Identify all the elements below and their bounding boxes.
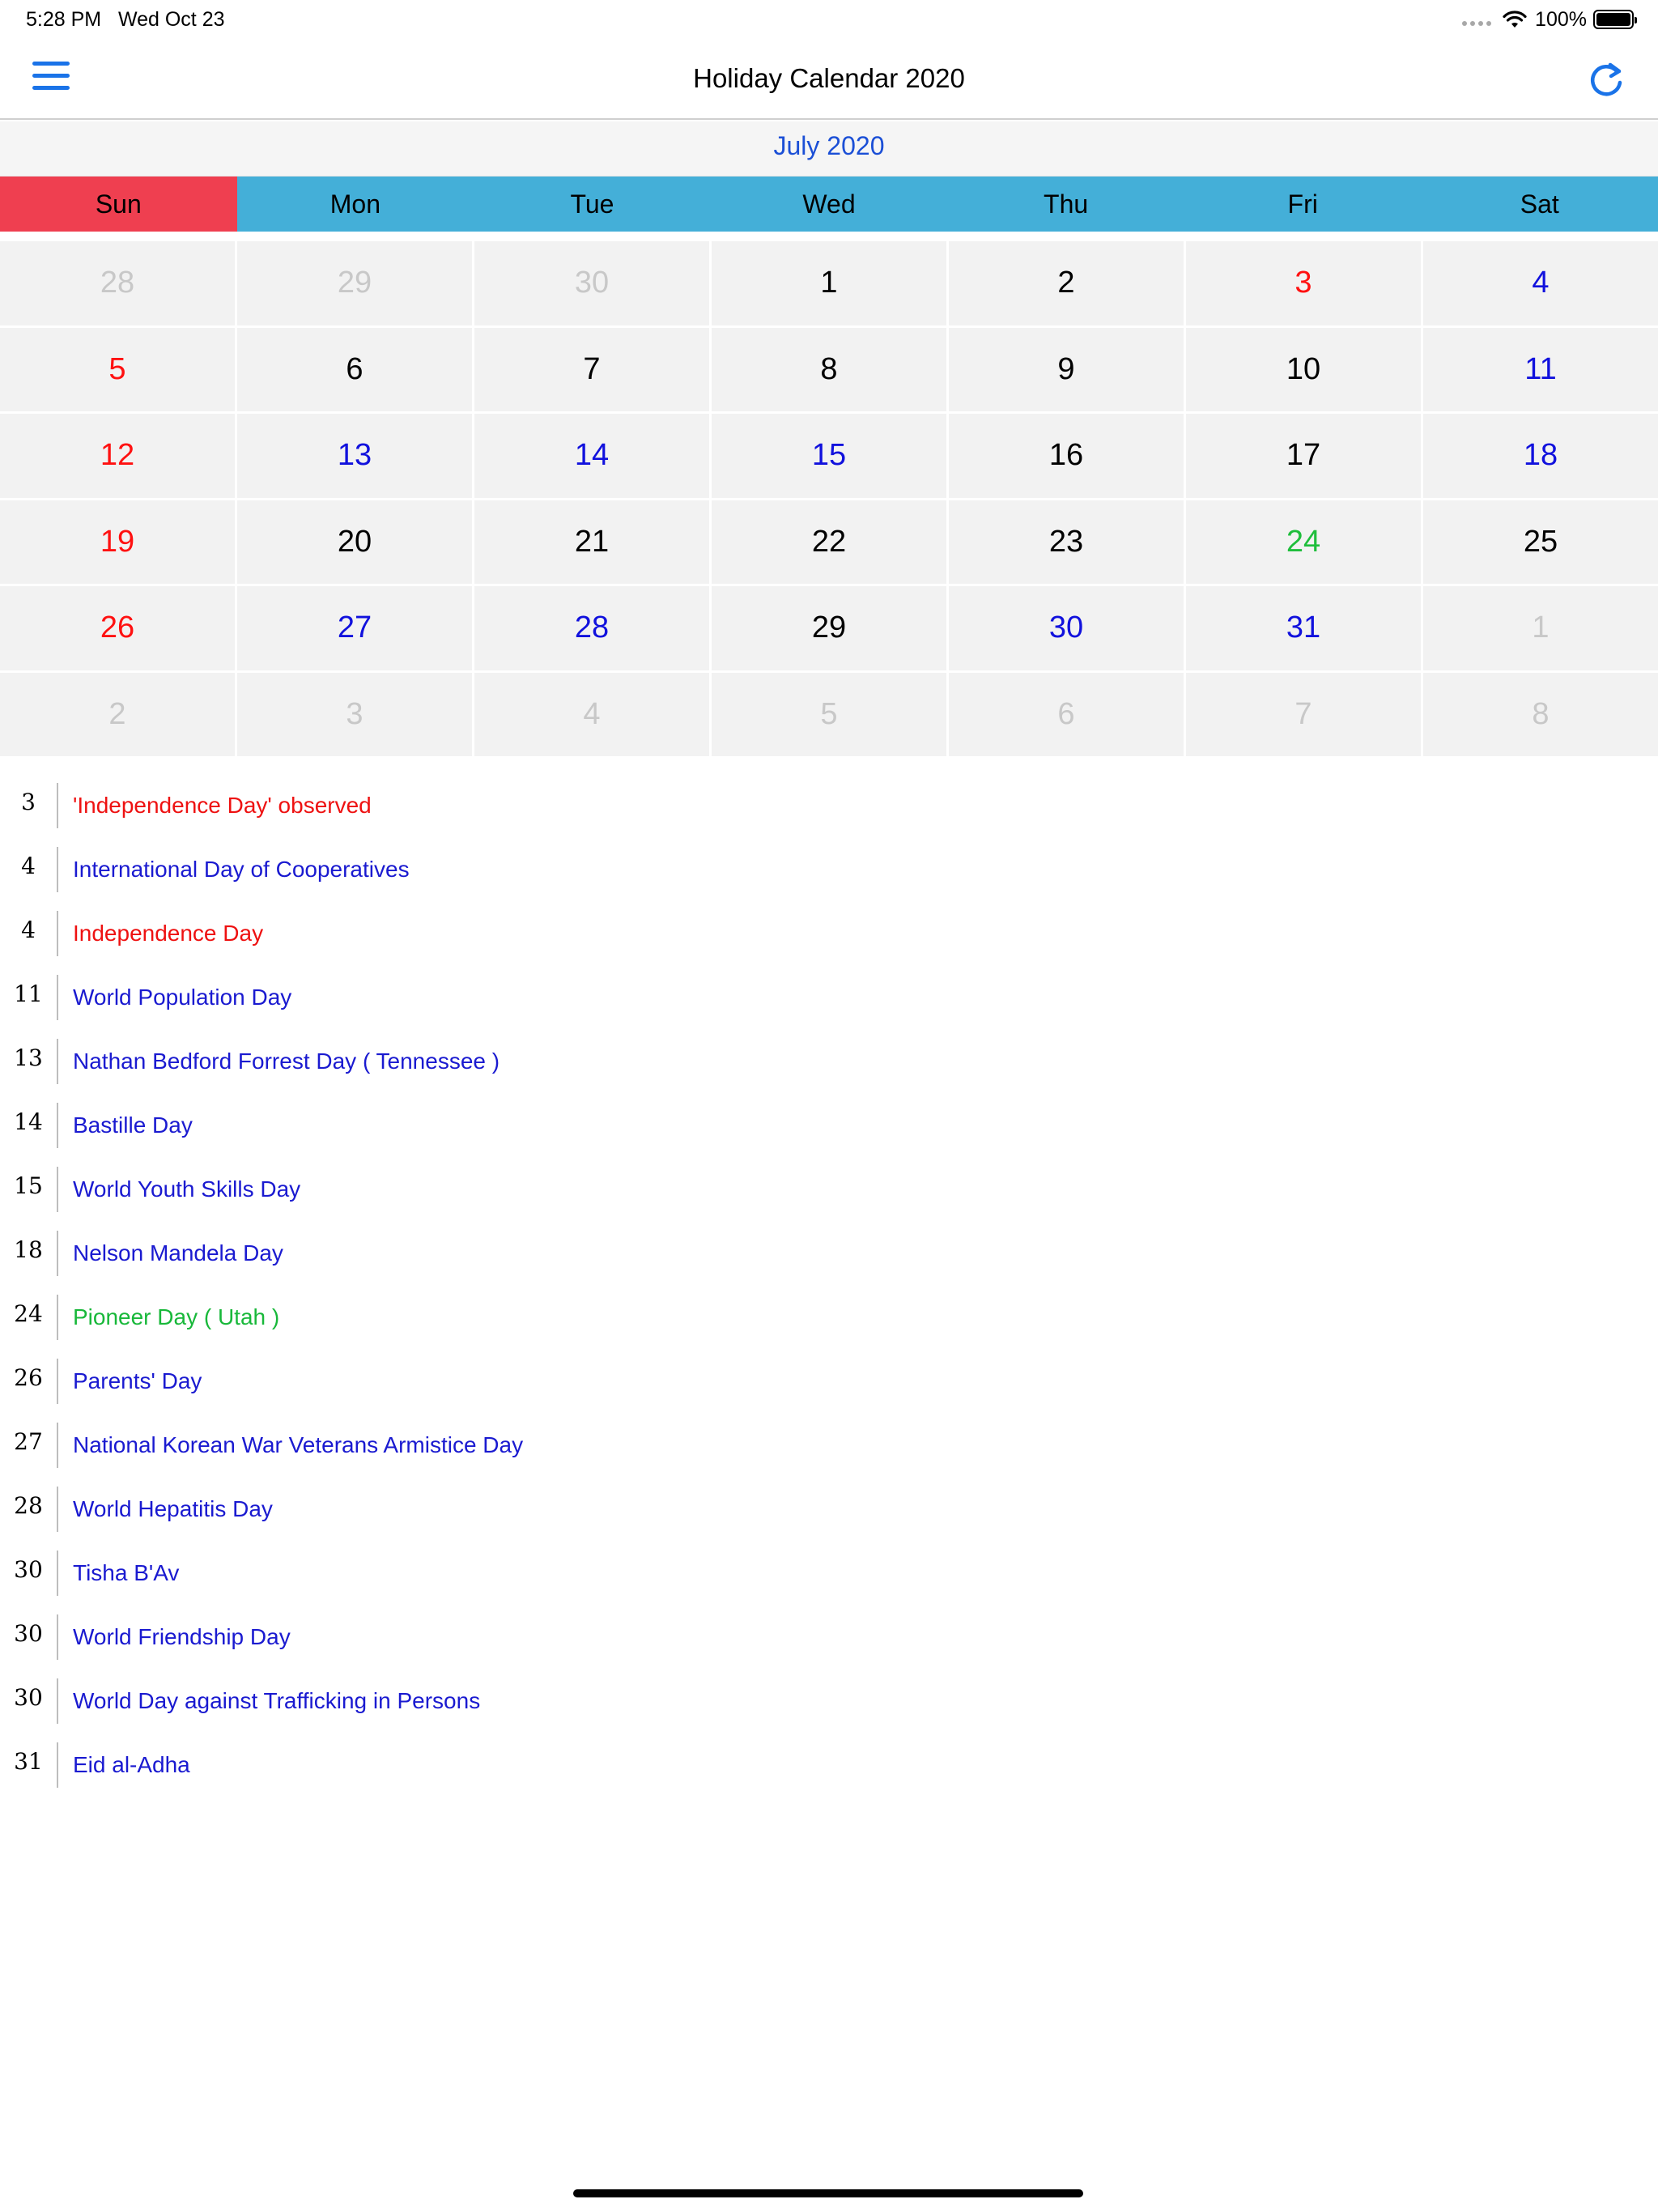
calendar-day-cell[interactable]: 30 (474, 241, 709, 325)
holiday-name: Pioneer Day ( Utah ) (73, 1304, 280, 1329)
calendar-day-cell[interactable]: 3 (237, 673, 472, 757)
calendar-day-cell[interactable]: 24 (1186, 500, 1421, 585)
holiday-divider (57, 975, 58, 1020)
holiday-list-item[interactable] (0, 1029, 1658, 1093)
calendar-day-cell[interactable]: 5 (0, 328, 235, 412)
holiday-divider (57, 1039, 58, 1084)
holiday-list (0, 773, 1658, 1797)
month-header (0, 121, 1658, 177)
holiday-name: Parents' Day (73, 1368, 202, 1393)
holiday-list-item[interactable] (0, 837, 1658, 901)
holiday-day: 4 (21, 917, 36, 943)
calendar-day-cell[interactable]: 19 (0, 500, 235, 585)
weekday-header-sun: Sun (0, 177, 237, 232)
holiday-list-item[interactable] (0, 1413, 1658, 1477)
holiday-list-item[interactable] (0, 1477, 1658, 1541)
holiday-divider (57, 911, 58, 956)
wifi-icon (1503, 10, 1527, 29)
status-time-value: 5:28 PM (26, 8, 102, 31)
holiday-day: 11 (14, 981, 43, 1007)
holiday-day: 14 (14, 1108, 43, 1135)
holiday-divider (57, 1167, 58, 1212)
calendar-day-cell[interactable]: 10 (1186, 328, 1421, 412)
calendar-day-cell[interactable]: 20 (237, 500, 472, 585)
holiday-list-item[interactable] (0, 1541, 1658, 1605)
calendar-day-cell[interactable]: 31 (1186, 586, 1421, 670)
calendar-day-cell[interactable]: 15 (712, 414, 946, 498)
calendar-day-cell[interactable]: 5 (712, 673, 946, 757)
holiday-divider (57, 1614, 58, 1660)
holiday-name: Nelson Mandela Day (73, 1240, 283, 1266)
holiday-day: 4 (21, 853, 36, 879)
holiday-list-item[interactable] (0, 773, 1658, 837)
holiday-divider (57, 1487, 58, 1532)
holiday-divider (57, 847, 58, 892)
holiday-day: 3 (21, 789, 36, 815)
holiday-list-item[interactable] (0, 1605, 1658, 1669)
calendar-day-cell[interactable]: 23 (949, 500, 1184, 585)
status-indicators (1462, 6, 1634, 32)
calendar-day-cell[interactable]: 8 (1423, 673, 1658, 757)
calendar-day-cell[interactable]: 18 (1423, 414, 1658, 498)
weekday-header (0, 177, 1658, 232)
holiday-day: 26 (14, 1364, 43, 1391)
status-date: Wed Oct 23 (117, 8, 225, 31)
calendar-day-cell[interactable]: 14 (474, 414, 709, 498)
holiday-divider (57, 1295, 58, 1340)
month-title: July 2020 (773, 131, 885, 160)
calendar-day-cell[interactable]: 3 (1186, 241, 1421, 325)
status-bar (0, 0, 1658, 39)
calendar-day-cell[interactable]: 17 (1186, 414, 1421, 498)
holiday-name: Nathan Bedford Forrest Day ( Tennessee ) (73, 1048, 500, 1074)
calendar-day-cell[interactable]: 11 (1423, 328, 1658, 412)
battery-icon (1593, 10, 1634, 29)
holiday-day: 13 (14, 1044, 43, 1071)
holiday-list-item[interactable] (0, 1733, 1658, 1797)
holiday-name: Eid al-Adha (73, 1751, 190, 1777)
calendar-day-cell[interactable]: 25 (1423, 500, 1658, 585)
navigation-bar (0, 39, 1658, 120)
page-title: Holiday Calendar 2020 (693, 63, 965, 93)
holiday-name: World Youth Skills Day (73, 1176, 301, 1202)
holiday-name: Bastille Day (73, 1112, 193, 1138)
calendar-day-cell[interactable]: 6 (237, 328, 472, 412)
calendar-day-cell[interactable]: 29 (237, 241, 472, 325)
weekday-header-mon: Mon (329, 189, 380, 219)
calendar-day-cell[interactable]: 28 (474, 586, 709, 670)
holiday-divider (57, 1742, 58, 1788)
cellular-signal-icon (1462, 21, 1491, 26)
holiday-list-item[interactable] (0, 1093, 1658, 1157)
calendar-day-cell[interactable]: 2 (949, 241, 1184, 325)
calendar-day-cell[interactable]: 4 (1423, 241, 1658, 325)
calendar-day-cell[interactable]: 26 (0, 586, 235, 670)
holiday-divider (57, 1103, 58, 1148)
weekday-header-thu: Thu (1044, 189, 1089, 219)
calendar-day-cell[interactable]: 4 (474, 673, 709, 757)
holiday-list-item[interactable] (0, 901, 1658, 965)
holiday-list-item[interactable] (0, 965, 1658, 1029)
holiday-divider (57, 1359, 58, 1404)
holiday-day: 28 (14, 1492, 43, 1519)
calendar-day-cell[interactable]: 2 (0, 673, 235, 757)
holiday-name: World Population Day (73, 984, 292, 1010)
calendar-day-cell[interactable]: 22 (712, 500, 946, 585)
holiday-day: 27 (14, 1428, 43, 1455)
holiday-divider (57, 783, 58, 828)
holiday-name: Independence Day (73, 920, 264, 946)
calendar-day-cell[interactable]: 1 (712, 241, 946, 325)
holiday-day: 15 (14, 1172, 43, 1199)
holiday-name: World Friendship Day (73, 1623, 291, 1649)
calendar-day-cell[interactable]: 27 (237, 586, 472, 670)
holiday-list-item[interactable] (0, 1285, 1658, 1349)
refresh-icon[interactable] (1584, 57, 1629, 102)
calendar-day-cell[interactable]: 7 (1186, 673, 1421, 757)
holiday-divider (57, 1231, 58, 1276)
calendar-day-cell[interactable]: 7 (474, 328, 709, 412)
calendar-day-cell[interactable]: 12 (0, 414, 235, 498)
calendar-grid (0, 241, 1658, 756)
holiday-day: 24 (14, 1300, 43, 1327)
calendar-day-cell[interactable]: 1 (1423, 586, 1658, 670)
holiday-divider (57, 1423, 58, 1468)
calendar-day-cell[interactable]: 9 (949, 328, 1184, 412)
calendar-day-cell[interactable]: 21 (474, 500, 709, 585)
holiday-name: World Hepatitis Day (73, 1495, 273, 1521)
weekday-header-fri: Fri (1287, 189, 1318, 219)
weekday-header-tue: Tue (570, 189, 614, 219)
calendar-day-cell[interactable]: 13 (237, 414, 472, 498)
calendar-day-cell[interactable]: 28 (0, 241, 235, 325)
holiday-list-item[interactable] (0, 1669, 1658, 1733)
holiday-day: 31 (14, 1748, 43, 1775)
home-indicator[interactable] (573, 2189, 1083, 2197)
weekday-header-wed: Wed (802, 189, 856, 219)
holiday-divider (57, 1678, 58, 1724)
holiday-name: Tisha B'Av (73, 1559, 180, 1585)
holiday-day: 30 (14, 1684, 43, 1711)
holiday-list-item[interactable] (0, 1157, 1658, 1221)
holiday-day: 18 (14, 1236, 43, 1263)
status-time (26, 8, 225, 32)
holiday-list-item[interactable] (0, 1221, 1658, 1285)
calendar-day-cell[interactable]: 8 (712, 328, 946, 412)
calendar-day-cell[interactable]: 16 (949, 414, 1184, 498)
calendar-day-cell[interactable]: 30 (949, 586, 1184, 670)
holiday-day: 30 (14, 1620, 43, 1647)
holiday-day: 30 (14, 1556, 43, 1583)
calendar-day-cell[interactable]: 29 (712, 586, 946, 670)
holiday-name: International Day of Cooperatives (73, 856, 410, 882)
holiday-name: 'Independence Day' observed (73, 792, 372, 818)
holiday-name: World Day against Trafficking in Persons (73, 1687, 481, 1713)
holiday-name: National Korean War Veterans Armistice Day (73, 1431, 524, 1457)
holiday-divider (57, 1551, 58, 1596)
holiday-list-item[interactable] (0, 1349, 1658, 1413)
weekday-header-sat: Sat (1520, 189, 1559, 219)
calendar-day-cell[interactable]: 6 (949, 673, 1184, 757)
battery-percentage: 100% (1535, 7, 1587, 31)
